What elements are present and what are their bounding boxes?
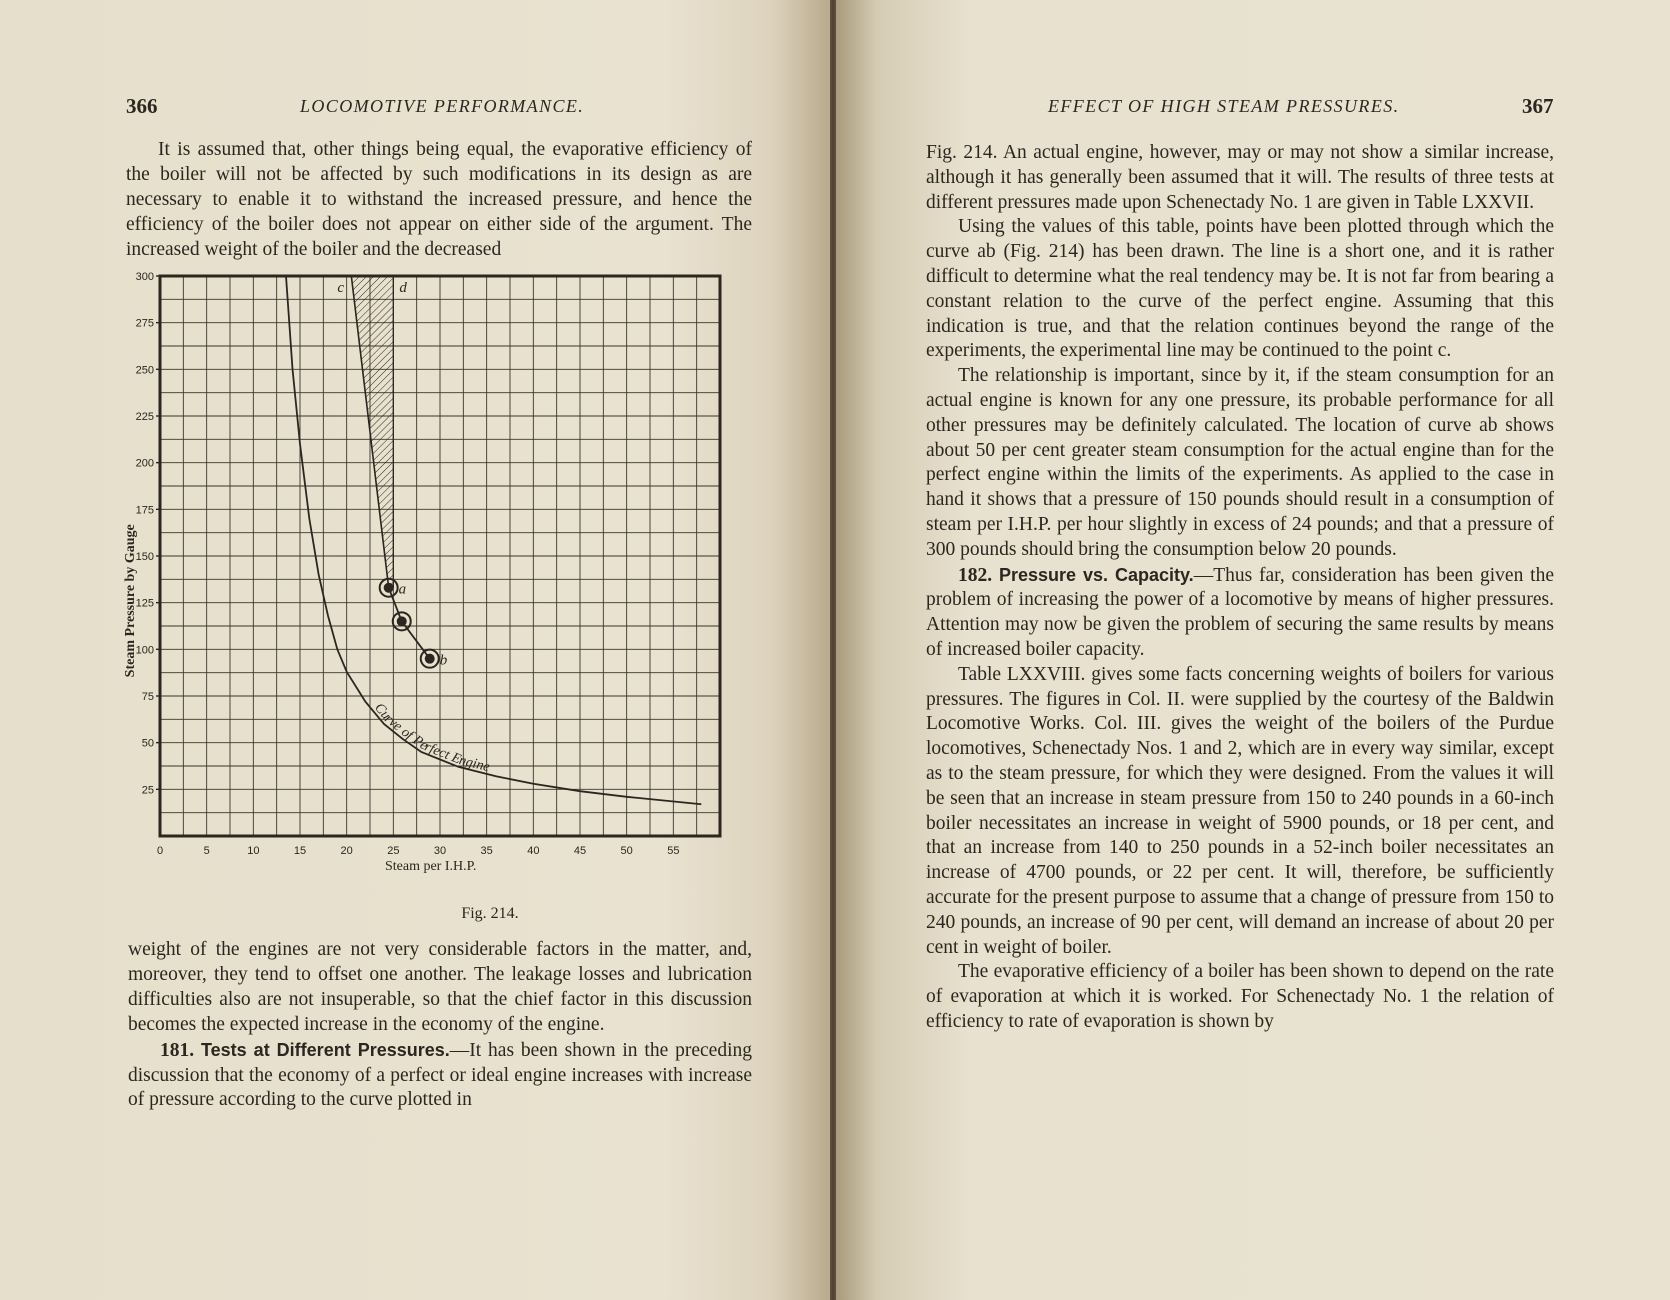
curve-ab — [389, 588, 430, 659]
y-axis-label: Steam Pressure by Gauge — [123, 524, 138, 678]
right-text — [926, 141, 1554, 1035]
paragraph: weight of the engines are not very considerable factors in the matter, and, moreover, they tend to offset one another. The leakage losses and lubrication difficulties also are not insuperable, so that the chief factor in this discussion becomes the expected increase in the economy of the engine. — [128, 939, 752, 1035]
label-d: d — [399, 280, 407, 296]
paragraph: Fig. 214. An actual engine, however, may or may not show a similar increase, although it has generally been assumed that it will. The results of three tests at different pressures made upon Schenectady No. 1 are given in Table LXXVII. — [926, 142, 1554, 213]
x-tick-label: 55 — [667, 845, 680, 857]
chart — [120, 268, 770, 928]
section-title: Pressure vs. Capacity. — [998, 564, 1194, 585]
x-tick-label: 45 — [573, 845, 587, 857]
x-tick-label: 15 — [293, 845, 307, 857]
y-tick-label: 125 — [135, 597, 154, 610]
label-a: a — [398, 581, 407, 598]
paragraph: The relationship is important, since by it, if the steam consumption for an actual engine is known for any one pressure, its probable performance for all other pressures may be definitely calculated. The location of curve ab shows about 50 per cent greater steam consumption for the actual engine than for the perfect engine within the limits of the experiments. As applied to the case in hand it shows that a pressure of 150 pounds should result in a consumption of steam per I.H.P. per hour slightly in excess of 24 pounds; and that a pressure of 300 pounds should bring the consumption below 20 pounds. — [926, 365, 1554, 560]
left-para-top — [126, 138, 752, 263]
curve-label — [371, 701, 491, 776]
section-number: 182. — [958, 564, 993, 586]
data-point — [425, 654, 435, 664]
y-tick-label: 100 — [135, 644, 154, 657]
figure-caption: Fig. 214. — [461, 905, 519, 922]
paragraph: The evaporative efficiency of a boiler has been shown to depend on the rate of evaporation at which it is worked. For Schenectady No. 1 the relation of efficiency to rate of evaporation is shown by — [926, 961, 1554, 1032]
y-tick-label: 175 — [135, 504, 154, 517]
x-tick-label: 10 — [247, 845, 260, 857]
x-tick-label: 25 — [387, 845, 400, 857]
page-number-right: 367 — [1522, 94, 1554, 118]
x-tick-label: 20 — [340, 845, 353, 857]
page-number-left: 366 — [126, 94, 158, 118]
x-tick-label: 35 — [480, 845, 493, 857]
paragraph: It is assumed that, other things being equal, the evaporative efficiency of the boiler will not be affected by such modifications in its design as are necessary to enable it to withstand the increased pressure, and hence the efficiency of the boiler does not appear on either side of the argument. The increased weight of the boiler and the decreased — [126, 139, 752, 260]
section-number: 181. — [160, 1039, 195, 1061]
y-tick-label: 75 — [141, 691, 154, 703]
x-tick-label: 40 — [527, 845, 540, 857]
x-tick-label: 30 — [433, 845, 447, 857]
data-point — [384, 583, 394, 593]
y-tick-label: 300 — [135, 271, 154, 283]
y-tick-label: 250 — [135, 364, 154, 377]
left-page — [0, 0, 830, 1300]
section-text: —It has been shown in the preceding discussion that the economy of a perfect or ideal engine increases with increase of pressure according to the curve plotted in — [128, 1039, 752, 1111]
x-tick-label: 0 — [156, 845, 164, 857]
paragraph: Using the values of this table, points have been plotted through which the curve ab (Fig. 214) has been drawn. The line is a short one, and it is rather difficult to determine what the real tendency may be. It is not far from bearing a constant relation to the curve of the perfect engine. Assuming that this indication is true, and that the relation continues beyond the range of the experiments, the experimental line may be continued to the point c. — [926, 216, 1554, 362]
y-tick-label: 25 — [141, 784, 154, 797]
running-title-left: LOCOMOTIVE PERFORMANCE. — [300, 96, 585, 116]
y-tick-label: 150 — [135, 551, 154, 563]
label-b: b — [439, 652, 448, 669]
section-181 — [128, 1038, 752, 1114]
section-text: —Thus far, consideration has been given the problem of increasing the power of a locomotive by means of higher pressures. Attention may now be given the problem of securing the same results by means of increased boiler capacity. — [926, 564, 1554, 660]
figure-214 — [120, 268, 770, 928]
left-text-bottom — [128, 938, 752, 1113]
y-tick-label: 225 — [135, 411, 154, 423]
x-tick-label: 5 — [203, 845, 210, 857]
running-title-right: EFFECT OF HIGH STEAM PRESSURES. — [1048, 96, 1400, 116]
x-tick-label: 50 — [620, 845, 633, 857]
y-tick-label: 275 — [135, 317, 154, 330]
y-tick-label: 50 — [141, 737, 154, 750]
paragraph: Table LXXVIII. gives some facts concerning weights of boilers for various pressures. The figures in Col. II. were supplied by the courtesy of the Baldwin Locomotive Works. Col. III. gives the weight of the boilers of the Purdue locomotives, Schenectady Nos. 1 and 2, which are in every way similar, except as to the steam pressure, for which they were designed. From the values it will be seen that an increase in steam pressure from 150 to 240 pounds in a 60-inch boiler necessitates an increase in weight of 5900 pounds, or 18 per cent, and that an increase from 140 to 250 pounds in a 52-inch boiler necessitates an increase of 4700 pounds, or 22 per cent. It will, therefore, be sufficiently accurate for the present purpose to assume that a change of pressure from 150 to 240 pounds, an increase of 90 per cent, will demand an increase of about 20 per cent in weight of boiler. — [926, 663, 1554, 958]
label-c: c — [337, 280, 345, 296]
y-tick-label: 200 — [135, 457, 154, 470]
curve-label-path: Curve of Perfect Engine — [371, 700, 492, 776]
section-182 — [926, 563, 1554, 663]
section-title: Tests at Different Pressures. — [201, 1039, 450, 1060]
right-page — [836, 0, 1670, 1300]
perfect-engine-curve — [286, 276, 701, 804]
x-axis-label: Steam per I.H.P. — [384, 859, 477, 874]
data-point — [397, 616, 407, 626]
